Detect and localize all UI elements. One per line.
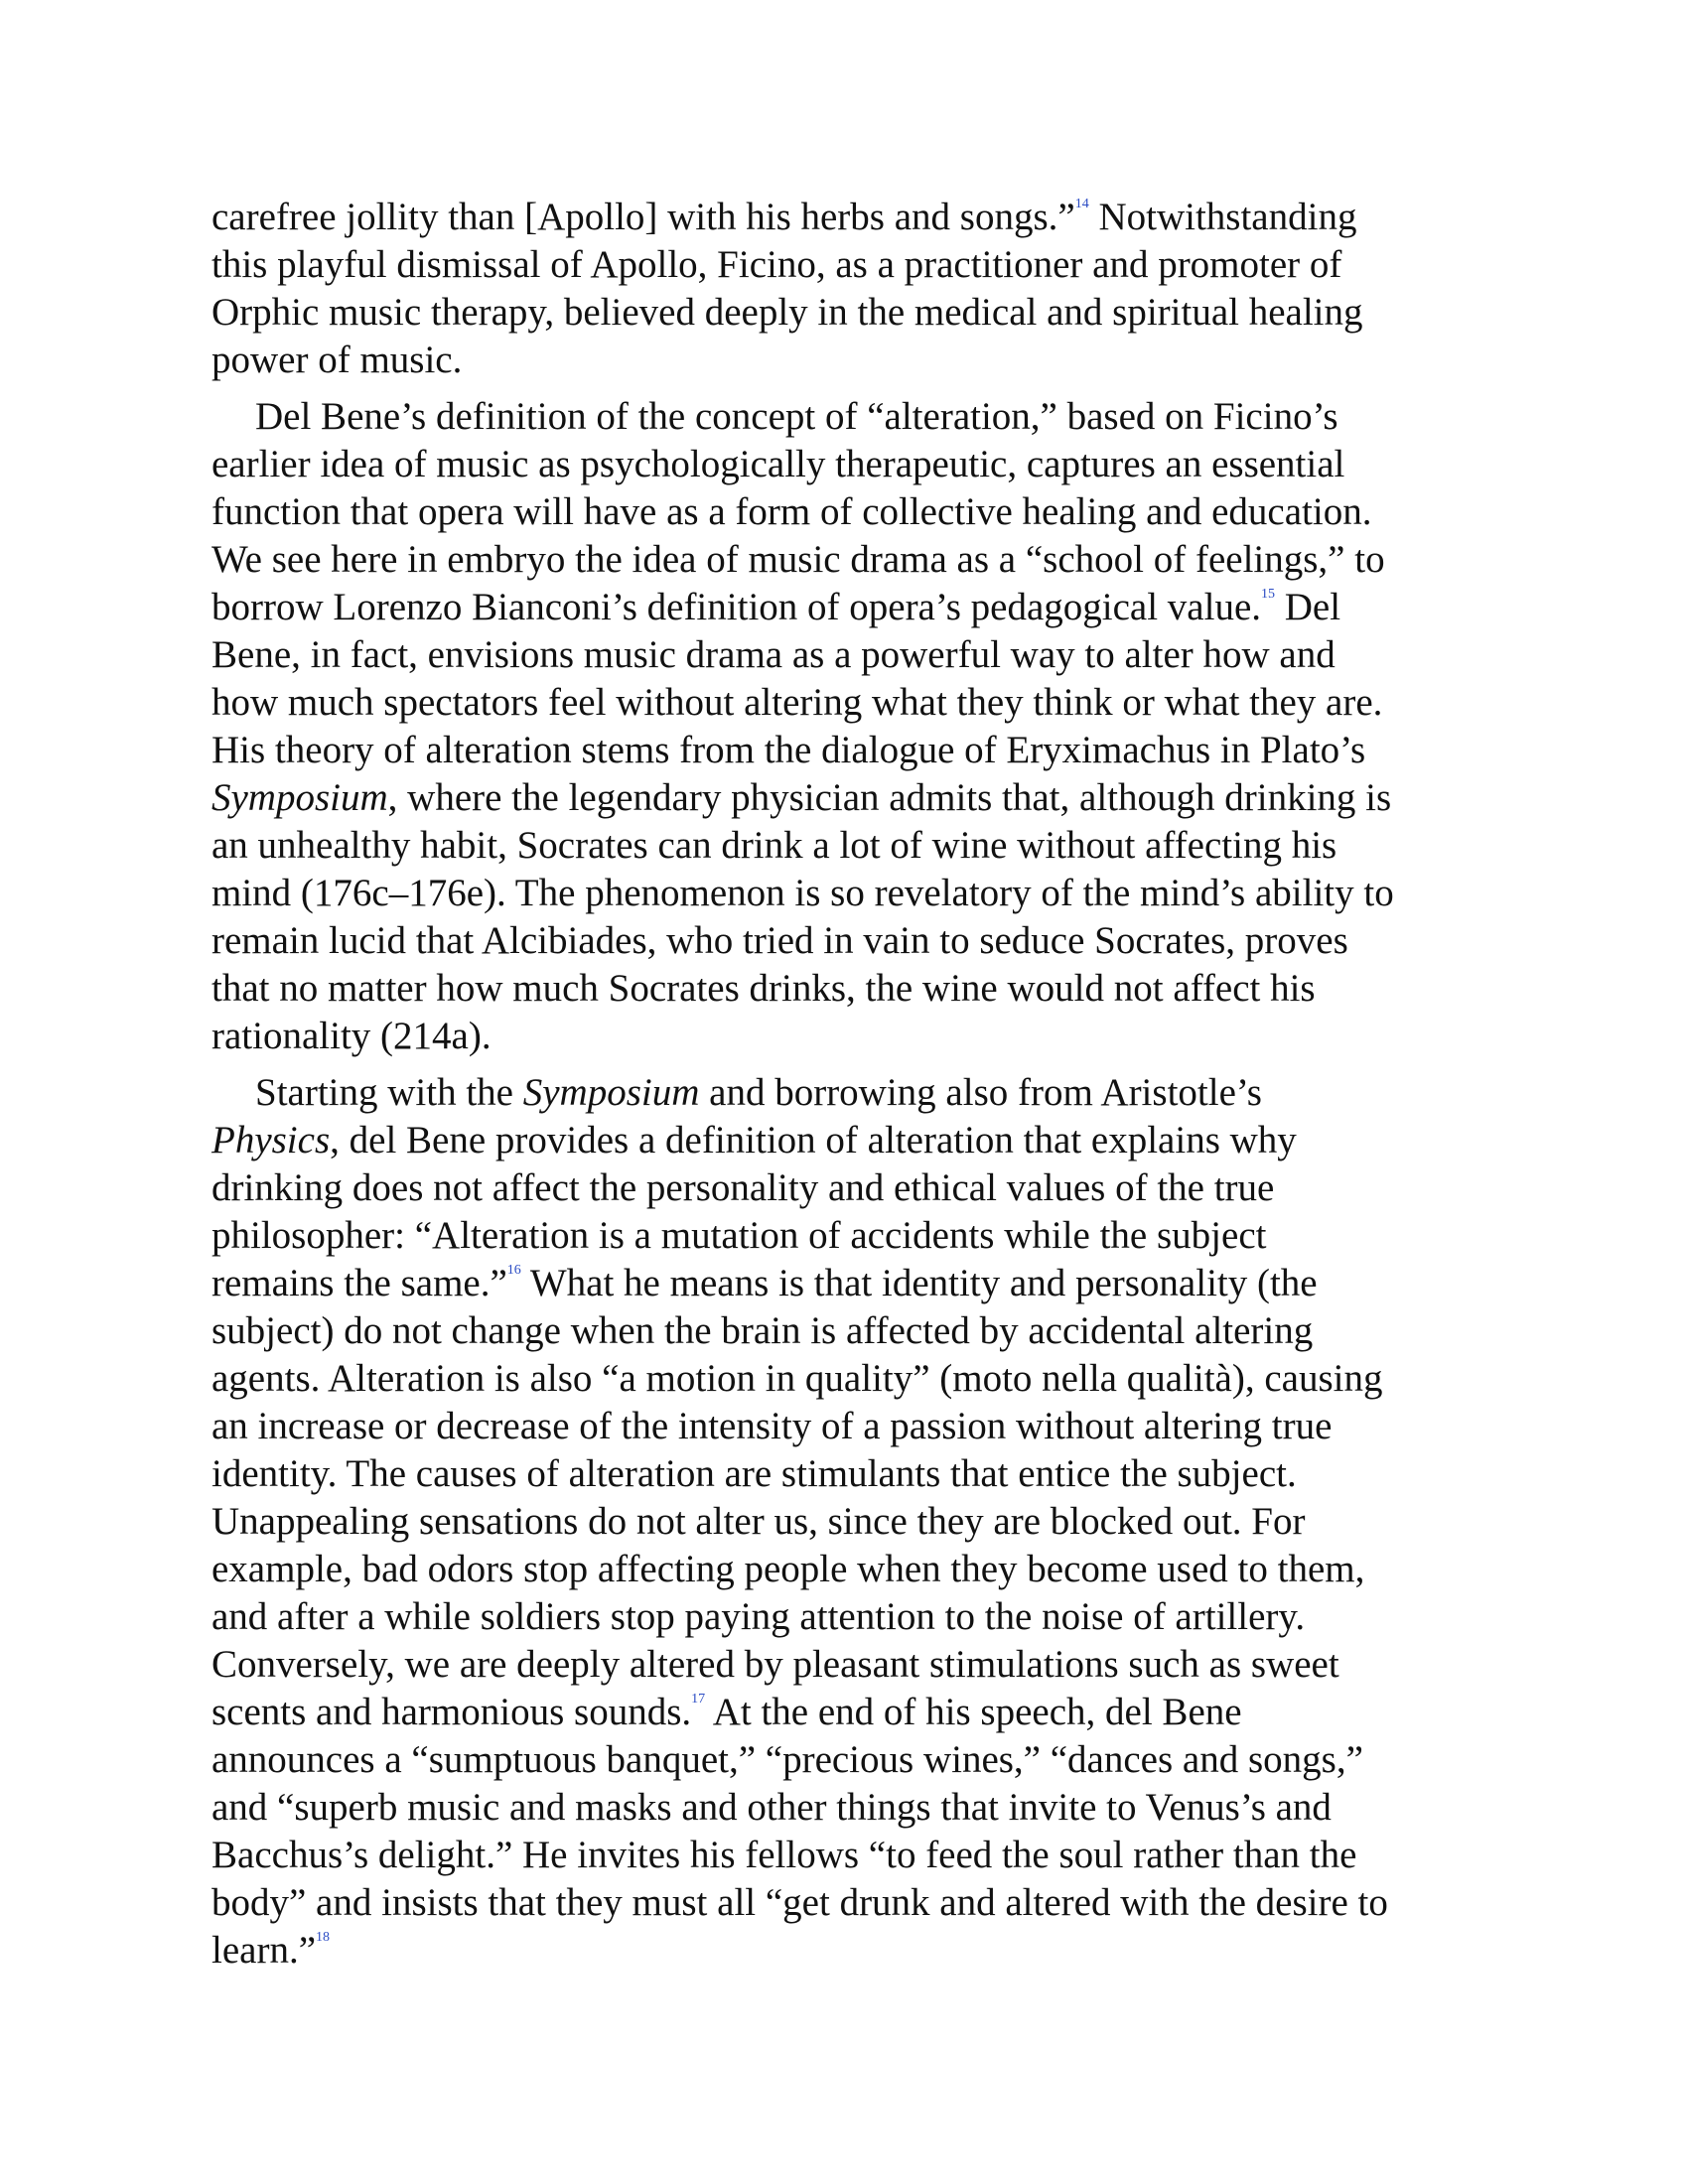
- text-run: mind (176c–176e). The phenomenon is so revelatory of the mind’s ability to: [211, 872, 1394, 914]
- text-line: [211, 1403, 1492, 1450]
- text-line: [211, 965, 1492, 1013]
- text-line: [211, 289, 1492, 337]
- text-run: announces a “sumptuous banquet,” “precious wines,” “dances and songs,”: [211, 1738, 1363, 1781]
- paragraph: [211, 194, 1492, 384]
- text-line: [211, 393, 1492, 441]
- text-run: body” and insists that they must all “get drunk and altered with the desire to: [211, 1881, 1388, 1924]
- text-run: Bene, in fact, envisions music drama as a powerful way to alter how and: [211, 633, 1336, 676]
- text-line: [211, 1307, 1492, 1355]
- text-line: [211, 917, 1492, 965]
- text-run: drinking does not affect the personality and ethical values of the true: [211, 1166, 1275, 1209]
- text-run: , where the legendary physician admits that, although drinking is: [387, 776, 1392, 819]
- text-line: [211, 1013, 1492, 1060]
- text-line: [211, 870, 1492, 917]
- text-line: [211, 1879, 1492, 1927]
- text-run: philosopher: “Alteration is a mutation of accidents while the subject: [211, 1214, 1267, 1257]
- text-run: borrow Lorenzo Bianconi’s definition of opera’s pedagogical value.: [211, 586, 1261, 628]
- text-run: function that opera will have as a form of collective healing and education.: [211, 490, 1372, 533]
- text-run: agents. Alteration is also “a motion in quality” (moto nella qualità), causing: [211, 1357, 1383, 1400]
- text-run: identity. The causes of alteration are stimulants that entice the subject.: [211, 1452, 1297, 1495]
- text-line: [211, 337, 1492, 384]
- text-line: [211, 488, 1492, 536]
- text-run: and borrowing also from Aristotle’s: [699, 1071, 1262, 1114]
- text-line: [211, 774, 1492, 822]
- footnote-ref-link[interactable]: 17: [691, 1692, 706, 1706]
- footnote-ref-link[interactable]: 15: [1261, 587, 1275, 602]
- text-run: His theory of alteration stems from the dialogue of Eryximachus in Plato’s: [211, 729, 1366, 771]
- text-run: , del Bene provides a definition of alteration that explains why: [330, 1119, 1297, 1161]
- text-run: and “superb music and masks and other things that invite to Venus’s and: [211, 1786, 1332, 1829]
- text-run: What he means is that identity and personality (the: [520, 1262, 1318, 1304]
- text-run: subject) do not change when the brain is affected by accidental altering: [211, 1309, 1314, 1352]
- text-run: Orphic music therapy, believed deeply in the medical and spiritual healing: [211, 291, 1363, 334]
- text-run: example, bad odors stop affecting people when they become used to them,: [211, 1548, 1365, 1590]
- text-line: [211, 194, 1492, 241]
- text-line: [211, 1498, 1492, 1546]
- document-page: [211, 194, 1492, 1983]
- text-run: Del: [1275, 586, 1341, 628]
- text-line: [211, 1832, 1492, 1879]
- text-line: [211, 1593, 1492, 1641]
- text-run: At the end of his speech, del Bene: [705, 1691, 1242, 1733]
- text-run: learn.”: [211, 1929, 317, 1972]
- text-line: [211, 441, 1492, 488]
- text-run: carefree jollity than [Apollo] with his herbs and songs.”: [211, 196, 1075, 238]
- text-run: Bacchus’s delight.” He invites his fellows “to feed the soul rather than the: [211, 1834, 1357, 1876]
- paragraph: [211, 1069, 1492, 1975]
- text-line: [211, 1641, 1492, 1689]
- text-run: an unhealthy habit, Socrates can drink a lot of wine without affecting his: [211, 824, 1337, 867]
- text-run: scents and harmonious sounds.: [211, 1691, 692, 1733]
- italic-title: Physics: [211, 1119, 331, 1161]
- text-line: [211, 822, 1492, 870]
- italic-title: Symposium: [522, 1071, 700, 1114]
- text-line: [211, 1069, 1492, 1117]
- text-run: an increase or decrease of the intensity of a passion without altering true: [211, 1405, 1333, 1447]
- text-line: [211, 1164, 1492, 1212]
- footnote-ref-link[interactable]: 18: [316, 1930, 331, 1945]
- text-run: remains the same.”: [211, 1262, 507, 1304]
- text-line: [211, 1736, 1492, 1784]
- text-run: earlier idea of music as psychologically therapeutic, captures an essential: [211, 443, 1345, 485]
- text-line: [211, 1784, 1492, 1832]
- text-line: [211, 1260, 1492, 1307]
- text-run: We see here in embryo the idea of music drama as a “school of feelings,” to: [211, 538, 1385, 581]
- text-line: [211, 241, 1492, 289]
- text-run: Notwithstanding: [1088, 196, 1357, 238]
- italic-title: Symposium: [211, 776, 388, 819]
- paragraph: [211, 393, 1492, 1060]
- text-line: [211, 1450, 1492, 1498]
- text-run: that no matter how much Socrates drinks, the wine would not affect his: [211, 967, 1316, 1010]
- text-run: rationality (214a).: [211, 1015, 492, 1057]
- text-line: [211, 584, 1492, 631]
- text-line: [211, 1117, 1492, 1164]
- text-run: Unappealing sensations do not alter us, since they are blocked out. For: [211, 1500, 1306, 1543]
- text-run: Del Bene’s definition of the concept of “alteration,” based on Ficino’s: [255, 395, 1338, 438]
- text-run: Conversely, we are deeply altered by pleasant stimulations such as sweet: [211, 1643, 1339, 1686]
- footnote-ref-link[interactable]: 16: [506, 1263, 521, 1278]
- text-run: Starting with the: [255, 1071, 523, 1114]
- text-line: [211, 1355, 1492, 1403]
- text-line: [211, 1927, 1492, 1975]
- text-line: [211, 679, 1492, 727]
- text-run: remain lucid that Alcibiades, who tried in vain to seduce Socrates, proves: [211, 919, 1348, 962]
- text-run: how much spectators feel without altering what they think or what they are.: [211, 681, 1383, 724]
- text-line: [211, 727, 1492, 774]
- text-line: [211, 536, 1492, 584]
- text-run: and after a while soldiers stop paying attention to the noise of artillery.: [211, 1595, 1306, 1638]
- text-line: [211, 1546, 1492, 1593]
- text-line: [211, 1689, 1492, 1736]
- text-line: [211, 631, 1492, 679]
- footnote-ref-link[interactable]: 14: [1074, 197, 1089, 211]
- text-run: this playful dismissal of Apollo, Ficino, as a practitioner and promoter of: [211, 243, 1342, 286]
- text-run: power of music.: [211, 339, 463, 381]
- text-line: [211, 1212, 1492, 1260]
